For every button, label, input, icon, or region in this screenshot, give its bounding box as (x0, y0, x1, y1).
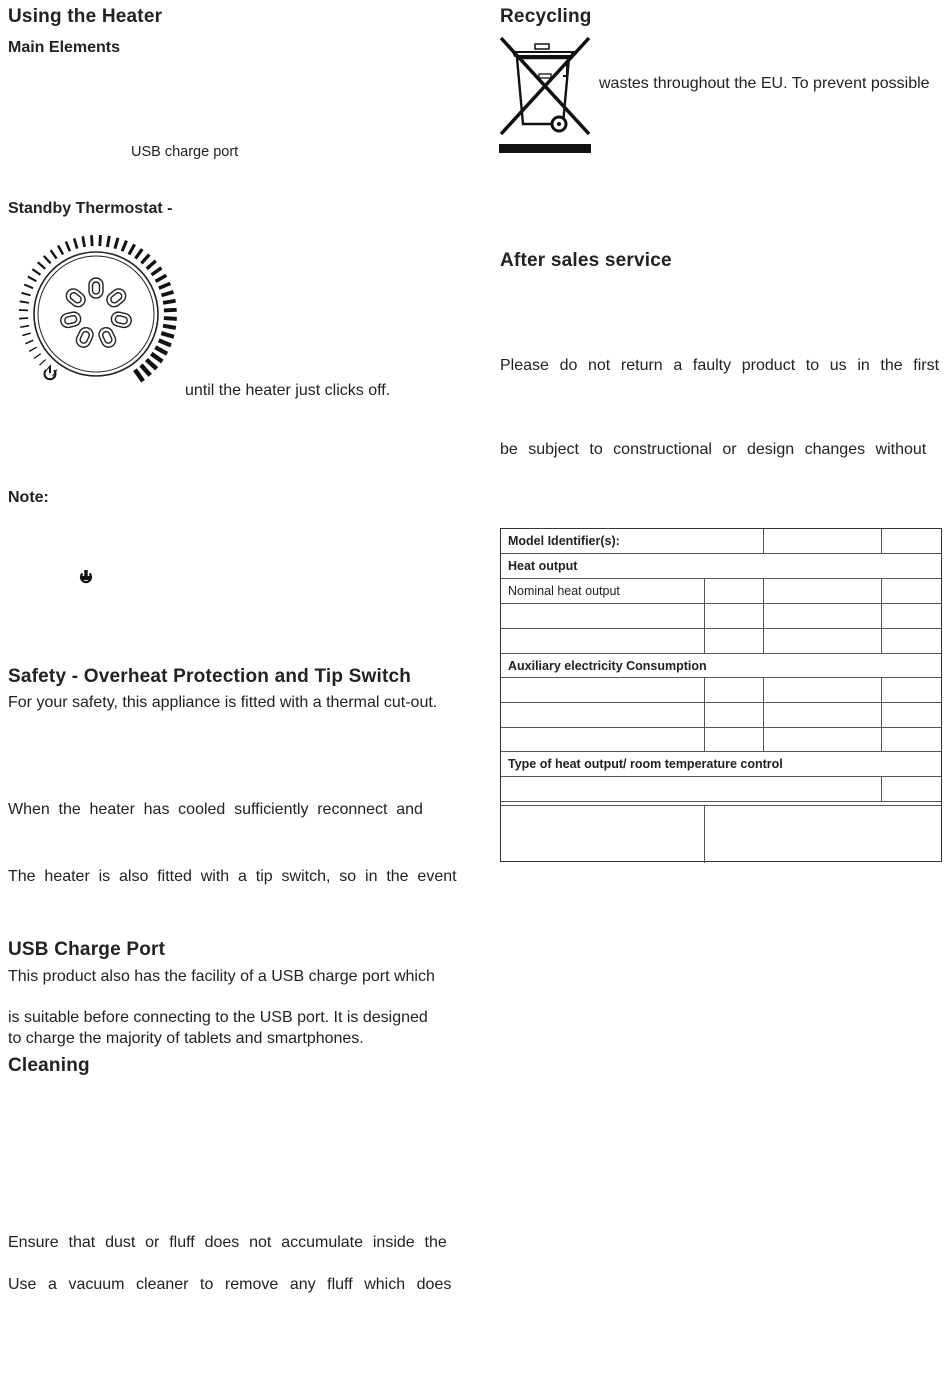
justified-text: When the heater has cooled sufficiently reconnect and (8, 801, 423, 818)
heading-main-elements: Main Elements (8, 39, 121, 56)
cell-type-of-heat: Type of heat output/ room temperature control (508, 757, 783, 771)
standby-power-icon (78, 569, 94, 585)
spec-table (500, 528, 942, 862)
heading-usb-charge-port: USB Charge Port (8, 939, 166, 960)
heading-using-the-heater: Using the Heater (8, 6, 163, 27)
heading-recycling: Recycling (500, 6, 592, 27)
after-sales-line-2: be subject to constructional or design changes without (500, 441, 927, 458)
after-sales-line-1: Please do not return a faulty product to us in the first (500, 357, 940, 374)
cell-model-identifier: Model Identifier(s): (508, 534, 620, 548)
cleaning-line-1: Ensure that dust or fluff does not accumulate inside the (8, 1234, 447, 1251)
crossed-out-wheelie-bin-icon (499, 36, 591, 154)
cleaning-line-2: Use a vacuum cleaner to remove any fluff which does (8, 1276, 452, 1293)
cell-nominal-heat-output: Nominal heat output (508, 584, 620, 598)
safety-line-2 (8, 801, 450, 819)
safety-line-3: The heater is also fitted with a tip switch, so in the event (8, 868, 457, 885)
heading-cleaning: Cleaning (8, 1055, 90, 1076)
thermostat-text: until the heater just clicks off. (185, 382, 391, 399)
usb-line-3: to charge the majority of tablets and smartphones. (8, 1030, 364, 1047)
cell-auxiliary: Auxiliary electricity Consumption (508, 659, 707, 673)
usb-line-2: is suitable before connecting to the USB port. It is designed (8, 1009, 428, 1026)
heading-safety: Safety - Overheat Protection and Tip Switch (8, 666, 412, 687)
safety-line-2-words (8, 801, 450, 819)
recycling-text: wastes throughout the EU. To prevent possible (599, 75, 930, 92)
heading-standby-thermostat: Standby Thermostat - (8, 200, 173, 217)
cell-heat-output: Heat output (508, 559, 578, 573)
usb-charge-port-label: USB charge port (131, 144, 239, 160)
thermostat-dial-icon (8, 228, 186, 388)
heading-after-sales: After sales service (500, 250, 672, 271)
heading-note: Note: (8, 489, 49, 506)
safety-line-1: For your safety, this appliance is fitted with a thermal cut-out. (8, 694, 438, 711)
usb-line-1: This product also has the facility of a USB charge port which (8, 968, 435, 985)
power-icon (45, 366, 56, 379)
